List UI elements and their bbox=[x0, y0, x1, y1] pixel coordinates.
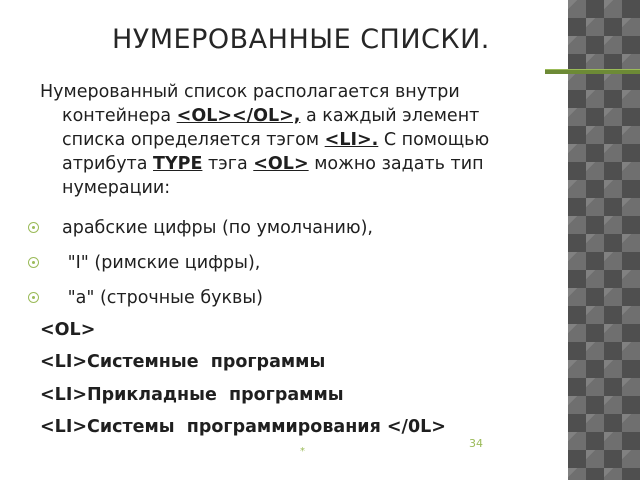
intro-continuation bbox=[40, 104, 545, 200]
bullet-text: арабские цифры (по умолчанию), bbox=[62, 218, 373, 238]
intro-text: списка определяется тэгом bbox=[62, 130, 325, 150]
intro-paragraph bbox=[40, 80, 545, 200]
intro-line-3 bbox=[62, 128, 545, 152]
footer-mark: * bbox=[300, 446, 305, 457]
intro-line-5: нумерации: bbox=[62, 178, 171, 198]
intro-text: можно задать тип bbox=[308, 154, 484, 174]
code-line: <LI>Прикладные программы bbox=[40, 385, 344, 405]
intro-line-4 bbox=[62, 152, 545, 176]
intro-text: С помощью bbox=[378, 130, 490, 150]
intro-text: контейнера bbox=[62, 106, 177, 126]
ol-tag-text: <OL> bbox=[253, 154, 309, 174]
code-line: <OL> bbox=[40, 320, 96, 340]
ol-tag-text: <OL></OL>, bbox=[176, 106, 301, 126]
intro-text: атрибута bbox=[62, 154, 154, 174]
page-number: 34 bbox=[469, 437, 483, 450]
intro-text: а каждый элемент bbox=[300, 106, 480, 126]
bullet-circle-icon bbox=[28, 222, 39, 233]
bullet-circle-icon bbox=[28, 257, 39, 268]
intro-text: тэга bbox=[202, 154, 254, 174]
intro-line-1: Нумерованный список располагается внутри bbox=[40, 82, 460, 102]
bullet-text: "a" (строчные буквы) bbox=[62, 288, 264, 308]
intro-line-2 bbox=[62, 104, 545, 128]
slide-title: НУМЕРОВАННЫЕ СПИСКИ. bbox=[112, 24, 490, 55]
bullet-text: "I" (римские цифры), bbox=[62, 253, 261, 273]
code-line: <LI>Системные программы bbox=[40, 352, 326, 372]
accent-line bbox=[545, 69, 640, 74]
bullet-circle-icon bbox=[28, 292, 39, 303]
type-attr-text: TYPE bbox=[153, 154, 203, 174]
code-line: <LI>Системы программирования </0L> bbox=[40, 417, 446, 437]
li-tag-text: <LI>. bbox=[324, 130, 379, 150]
